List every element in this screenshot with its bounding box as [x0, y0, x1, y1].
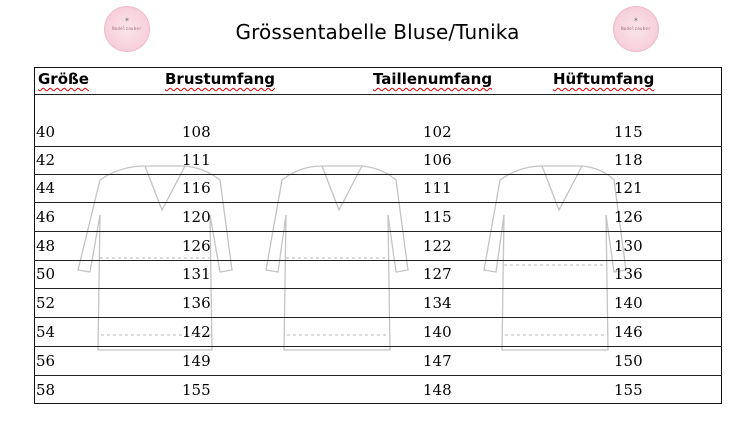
- header-hueftumfang: Hüftumfang: [553, 70, 655, 88]
- row-divider: [34, 260, 722, 261]
- cell-bust: 155: [182, 381, 211, 399]
- cell-bust: 136: [182, 294, 211, 312]
- logo-text: Nadelzauber: [621, 26, 651, 31]
- header-groesse: Größe: [38, 70, 89, 88]
- row-divider: [34, 375, 722, 376]
- cell-waist: 115: [423, 208, 452, 226]
- cell-hip: 146: [614, 323, 643, 341]
- cell-size: 46: [36, 208, 56, 226]
- cell-hip: 130: [614, 237, 643, 255]
- cell-bust: 111: [182, 151, 211, 169]
- cell-waist: 102: [423, 123, 452, 141]
- cell-bust: 108: [182, 123, 211, 141]
- cell-bust: 149: [182, 352, 211, 370]
- cell-size: 58: [36, 381, 56, 399]
- cell-size: 48: [36, 237, 56, 255]
- cell-waist: 134: [423, 294, 452, 312]
- cell-hip: 136: [614, 265, 643, 283]
- cell-size: 40: [36, 123, 56, 141]
- row-divider: [34, 288, 722, 289]
- star-icon: ✶: [633, 17, 639, 24]
- cell-hip: 150: [614, 352, 643, 370]
- row-divider: [34, 202, 722, 203]
- cell-hip: 115: [614, 123, 643, 141]
- cell-waist: 122: [423, 237, 452, 255]
- row-divider: [34, 174, 722, 175]
- cell-bust: 120: [182, 208, 211, 226]
- row-divider: [34, 231, 722, 232]
- cell-waist: 148: [423, 381, 452, 399]
- cell-hip: 155: [614, 381, 643, 399]
- cell-size: 44: [36, 179, 56, 197]
- cell-bust: 126: [182, 237, 211, 255]
- cell-waist: 147: [423, 352, 452, 370]
- cell-waist: 140: [423, 323, 452, 341]
- logo-text: Nadelzauber: [112, 26, 142, 31]
- page-title: Grössentabelle Bluse/Tunika: [235, 20, 520, 44]
- cell-hip: 121: [614, 179, 643, 197]
- cell-bust: 116: [182, 179, 211, 197]
- header-rule: [34, 94, 722, 95]
- cell-size: 54: [36, 323, 56, 341]
- cell-size: 50: [36, 265, 56, 283]
- row-divider: [34, 346, 722, 347]
- row-divider: [34, 317, 722, 318]
- cell-bust: 131: [182, 265, 211, 283]
- cell-size: 56: [36, 352, 56, 370]
- cell-hip: 126: [614, 208, 643, 226]
- cell-bust: 142: [182, 323, 211, 341]
- cell-waist: 111: [423, 179, 452, 197]
- header-brustumfang: Brustumfang: [165, 70, 275, 88]
- header-taillenumfang: Taillenumfang: [373, 70, 493, 88]
- cell-waist: 127: [423, 265, 452, 283]
- row-divider: [34, 146, 722, 147]
- cell-hip: 118: [614, 151, 643, 169]
- star-icon: ✶: [124, 17, 130, 24]
- cell-waist: 106: [423, 151, 452, 169]
- cell-hip: 140: [614, 294, 643, 312]
- cell-size: 42: [36, 151, 56, 169]
- cell-size: 52: [36, 294, 56, 312]
